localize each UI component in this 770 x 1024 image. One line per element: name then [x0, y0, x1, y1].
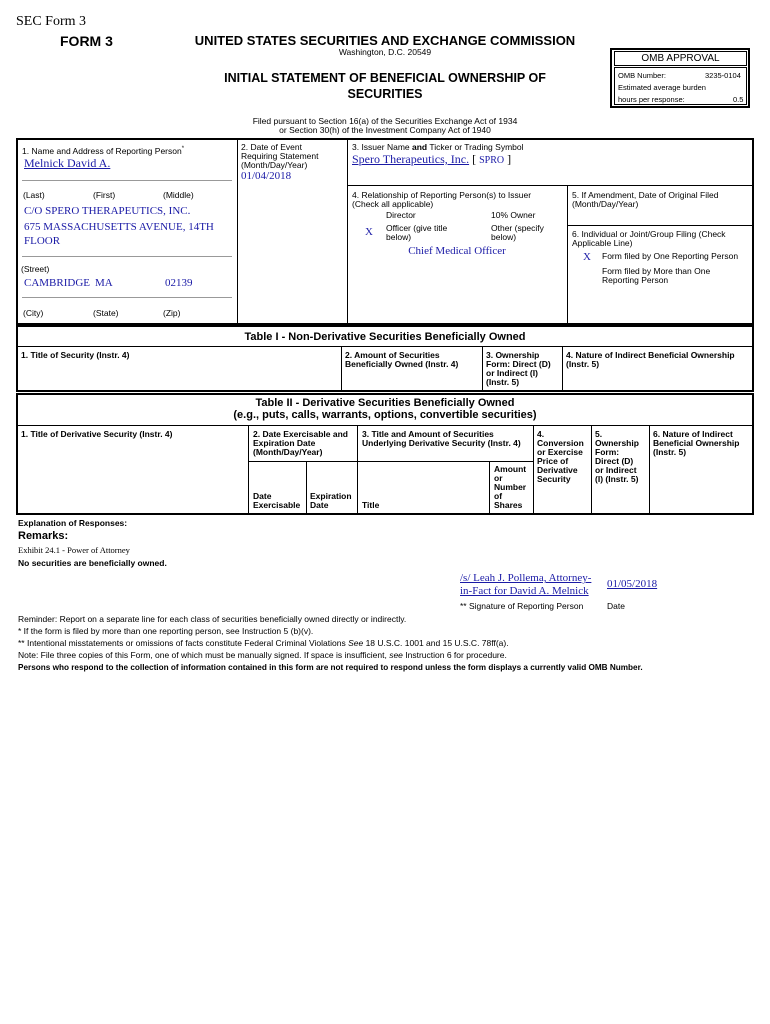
- box2-line3: (Month/Day/Year): [241, 160, 308, 170]
- t1-col4-line2: (Instr. 5): [566, 359, 600, 369]
- t1-col3-line3: or Indirect (I): [486, 368, 538, 378]
- officer-label-line1: Officer (give title: [386, 223, 448, 233]
- t2-sub-title: Title: [362, 500, 380, 510]
- file-copies-note: Note: File three copies of this Form, one of which must be manually signed. If space is insufficient, see Instruction 6 for procedure.: [18, 650, 507, 660]
- one-person-label: Form filed by One Reporting Person: [602, 251, 739, 261]
- t2-col5-line3: Form:: [595, 447, 620, 457]
- table2-title2: (e.g., puts, calls, warrants, options, convertible securities): [233, 409, 537, 421]
- t2-col6-line1: 6. Nature of Indirect: [653, 429, 733, 439]
- omb-number-label: OMB Number:: [618, 71, 666, 80]
- zip-label: (Zip): [163, 308, 181, 318]
- state-label: (State): [93, 308, 119, 318]
- t2-col4-line4: Price of: [537, 456, 569, 466]
- t2-col5-line2: Ownership: [595, 438, 639, 448]
- agency-location: Washington, D.C. 20549: [338, 47, 432, 57]
- state-value: MA: [95, 277, 113, 289]
- divider: [567, 225, 753, 226]
- signature-line2-link[interactable]: in-Fact for David A. Melnick: [460, 585, 589, 597]
- remarks-text: No securities are beneficially owned.: [18, 558, 167, 568]
- t2-col6-line3: (Instr. 5): [653, 447, 687, 457]
- signature-label: ** Signature of Reporting Person: [460, 601, 584, 611]
- omb-persons-note: Persons who respond to the collection of information contained in this form are not required to respond unless the form displays a currently valid OMB Number.: [18, 663, 643, 672]
- address-line3: FLOOR: [24, 235, 61, 247]
- omb-burden-label: Estimated average burden: [618, 83, 706, 92]
- filed-line1: Filed pursuant to Section 16(a) of the Securities Exchange Act of 1934: [252, 116, 518, 126]
- t2-col3-line2: Underlying Derivative Security (Instr. 4): [362, 438, 521, 448]
- form-title-line2: SECURITIES: [347, 87, 423, 101]
- t2-col4-line1: 4.: [537, 429, 545, 439]
- divider: [591, 425, 592, 514]
- divider: [248, 461, 533, 462]
- box2-line2: Requiring Statement: [241, 151, 319, 161]
- t2-col2-line1: 2. Date Exercisable and: [253, 429, 348, 439]
- footnote-double-star: ** Intentional misstatements or omissions of facts constitute Federal Criminal Violations See 18 U.S.C. 1001 and 15 U.S.C. 78ff(a).: [18, 638, 509, 648]
- ticker-symbol: SPRO: [479, 155, 505, 166]
- officer-label-line2: below): [386, 232, 412, 242]
- t2-col6-line2: Beneficial Ownership: [653, 438, 740, 448]
- officer-title: Chief Medical Officer: [408, 245, 506, 257]
- t2-col5-line6: (I) (Instr. 5): [595, 474, 639, 484]
- last-label: (Last): [23, 190, 45, 200]
- divider: [357, 425, 358, 514]
- t1-col3-line1: 3. Ownership: [486, 350, 540, 360]
- signature-date-link[interactable]: 01/05/2018: [607, 578, 658, 590]
- t1-col3-line4: (Instr. 5): [486, 377, 520, 387]
- t2-sub-amount-line5: Shares: [494, 500, 523, 510]
- box1-label: 1. Name and Address of Reporting Person*: [22, 145, 185, 156]
- issuer-line: [352, 152, 511, 167]
- t1-col4-line1: 4. Nature of Indirect Beneficial Ownership: [566, 350, 735, 360]
- divider: [306, 461, 307, 514]
- open-bracket: [: [472, 152, 477, 166]
- t2-col2-line2: Expiration Date: [253, 438, 316, 448]
- zip-value: 02139: [165, 277, 193, 289]
- t1-col2-line2: Beneficially Owned (Instr. 4): [345, 359, 459, 369]
- t2-col1-header: 1. Title of Derivative Security (Instr. 4): [21, 429, 173, 439]
- divider: [22, 180, 232, 181]
- address-line2: 675 MASSACHUSETTS AVENUE, 14TH: [24, 221, 214, 233]
- divider: [482, 346, 483, 391]
- divider: [533, 425, 534, 514]
- page-title: SEC Form 3: [16, 14, 87, 29]
- agency-title: UNITED STATES SECURITIES AND EXCHANGE COMMISSION: [194, 33, 576, 48]
- issuer-name-link[interactable]: Spero Therapeutics, Inc.: [352, 152, 470, 166]
- other-label-line1: Other (specify: [491, 223, 544, 233]
- footnote-star: * If the form is filed by more than one reporting person, see Instruction 5 (b)(v).: [18, 626, 314, 636]
- divider: [17, 346, 753, 347]
- t2-col5-line1: 5.: [595, 429, 603, 439]
- t2-col3-line1: 3. Title and Amount of Securities: [362, 429, 494, 439]
- city-value: CAMBRIDGE: [24, 277, 91, 289]
- t2-sub-exp-line1: Expiration: [310, 491, 352, 501]
- one-person-checkmark: X: [583, 251, 591, 263]
- middle-label: (Middle): [163, 190, 194, 200]
- other-label-line2: below): [491, 232, 517, 242]
- form-label: FORM 3: [60, 33, 113, 49]
- date-label: Date: [607, 601, 625, 611]
- t2-col4-line6: Security: [537, 474, 571, 484]
- box4-line1: 4. Relationship of Reporting Person(s) to Issuer: [352, 190, 532, 200]
- t2-sub-amount-line3: Number: [494, 482, 527, 492]
- reporting-person-name-link[interactable]: Melnick David A.: [24, 156, 111, 170]
- officer-checkmark: X: [365, 226, 373, 238]
- t2-col4-line2: Conversion: [537, 438, 584, 448]
- t2-sub-amount-line1: Amount: [494, 464, 527, 474]
- t2-sub-exp-line2: Date: [310, 500, 329, 510]
- divider: [22, 256, 232, 257]
- divider: [489, 461, 490, 514]
- divider: [237, 139, 238, 324]
- table1-title: Table I - Non-Derivative Securities Beneficially Owned: [244, 331, 526, 343]
- t2-col4-line3: or Exercise: [537, 447, 583, 457]
- omb-title: OMB APPROVAL: [641, 53, 720, 64]
- omb-number-value: 3235-0104: [705, 71, 741, 80]
- box4-line2: (Check all applicable): [352, 199, 434, 209]
- divider: [347, 185, 753, 186]
- divider: [248, 425, 249, 514]
- omb-hours-value: 0.5: [733, 95, 744, 104]
- t2-col5-line4: Direct (D): [595, 456, 634, 466]
- t2-col4-line5: Derivative: [537, 465, 578, 475]
- box3-label: 3. Issuer Name and Ticker or Trading Symbol: [352, 142, 524, 152]
- filed-line2: or Section 30(h) of the Investment Company Act of 1940: [279, 125, 491, 135]
- ten-percent-owner-label: 10% Owner: [491, 210, 536, 220]
- divider: [347, 139, 348, 324]
- divider: [341, 346, 342, 391]
- t2-col2-line3: (Month/Day/Year): [253, 447, 323, 457]
- omb-hours-label: hours per response:: [618, 95, 685, 104]
- divider: [649, 425, 650, 514]
- reminder-note: Reminder: Report on a separate line for each class of securities beneficially owned directly or indirectly.: [18, 614, 407, 624]
- divider: [562, 346, 563, 391]
- t2-sub-amount-line4: of: [494, 491, 503, 501]
- t2-sub-amount-line2: or: [494, 473, 503, 483]
- more-persons-line2: Reporting Person: [602, 275, 669, 285]
- t1-col1-header: 1. Title of Security (Instr. 4): [21, 350, 130, 360]
- city-label: (City): [23, 308, 44, 318]
- table2-title1: Table II - Derivative Securities Beneficially Owned: [255, 397, 515, 409]
- box6-line1: 6. Individual or Joint/Group Filing (Check: [572, 229, 726, 239]
- director-label: Director: [386, 210, 416, 220]
- first-label: (First): [93, 190, 116, 200]
- form-title-line1: INITIAL STATEMENT OF BENEFICIAL OWNERSHIP OF: [224, 71, 546, 85]
- close-bracket: ]: [507, 152, 512, 166]
- t2-sub-date-line2: Exercisable: [253, 500, 301, 510]
- t1-col3-line2: Form: Direct (D): [486, 359, 551, 369]
- remarks-heading: Remarks:: [18, 530, 69, 542]
- more-persons-line1: Form filed by More than One: [602, 266, 711, 276]
- event-date: 01/04/2018: [241, 170, 292, 182]
- box2-line1: 2. Date of Event: [241, 142, 302, 152]
- box6-line2: Applicable Line): [572, 238, 633, 248]
- t2-sub-date-line1: Date: [253, 491, 272, 501]
- divider: [17, 425, 753, 426]
- address-line1: C/O SPERO THERAPEUTICS, INC.: [24, 205, 191, 217]
- t1-col2-line1: 2. Amount of Securities: [345, 350, 440, 360]
- remarks-exhibit: Exhibit 24.1 - Power of Attorney: [18, 545, 130, 555]
- box5-line2: (Month/Day/Year): [572, 199, 639, 209]
- t2-col5-line5: or Indirect: [595, 465, 637, 475]
- street-label: (Street): [21, 264, 50, 274]
- explanation-heading: Explanation of Responses:: [18, 518, 128, 528]
- signature-line1-link[interactable]: /s/ Leah J. Pollema, Attorney-: [460, 572, 592, 584]
- divider: [567, 185, 568, 324]
- divider: [22, 297, 232, 298]
- box5-line1: 5. If Amendment, Date of Original Filed: [572, 190, 719, 200]
